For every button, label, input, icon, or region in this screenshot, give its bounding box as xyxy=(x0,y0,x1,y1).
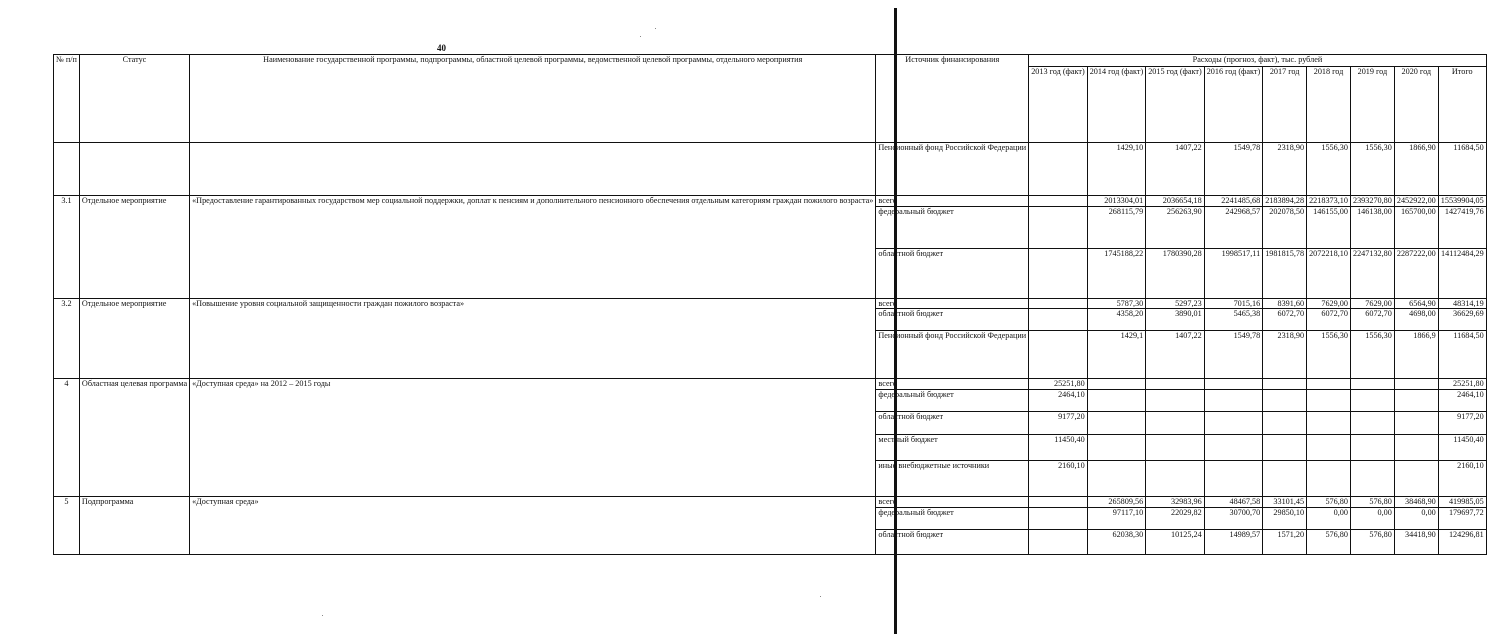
cell-value xyxy=(1350,412,1394,435)
cell-value xyxy=(1263,390,1307,412)
cell-value: 2183894,28 xyxy=(1263,196,1307,207)
header-year: 2020 год xyxy=(1394,67,1438,143)
cell-value: 1429,10 xyxy=(1087,143,1146,196)
cell-value xyxy=(1394,435,1438,461)
cell-value: 2318,90 xyxy=(1263,143,1307,196)
cell-value xyxy=(1263,412,1307,435)
cell-value: 1571,20 xyxy=(1263,530,1307,555)
cell-value: 576,80 xyxy=(1307,497,1351,508)
cell-value: 1549,78 xyxy=(1204,331,1263,379)
cell-value xyxy=(1263,379,1307,390)
cell-value: 1556,30 xyxy=(1307,331,1351,379)
header-year: 2014 год (факт) xyxy=(1087,67,1146,143)
cell-total: 11684,50 xyxy=(1438,331,1486,379)
cell-source: федеральный бюджет xyxy=(876,207,1029,249)
cell-value: 97117,10 xyxy=(1087,508,1146,530)
cell-value: 576,80 xyxy=(1350,530,1394,555)
cell-source: федеральный бюджет xyxy=(876,508,1029,530)
cell-value xyxy=(1029,299,1088,309)
cell-value: 1556,30 xyxy=(1350,331,1394,379)
cell-value: 265809,56 xyxy=(1087,497,1146,508)
cell-value xyxy=(1087,379,1146,390)
scan-speck xyxy=(322,615,323,616)
cell-value xyxy=(1146,435,1205,461)
header-year: 2018 год xyxy=(1307,67,1351,143)
cell-value: 32983,96 xyxy=(1146,497,1205,508)
cell-value xyxy=(1204,390,1263,412)
cell-value: 2287222,00 xyxy=(1394,249,1438,299)
cell-name: «Доступная среда» на 2012 – 2015 годы xyxy=(190,379,876,497)
cell-value: 576,80 xyxy=(1307,530,1351,555)
header-number: № п/п xyxy=(54,55,80,143)
cell-name: «Повышение уровня социальной защищенности граждан пожилого возраста» xyxy=(190,299,876,379)
cell-value: 0,00 xyxy=(1350,508,1394,530)
page-number: 40 xyxy=(437,43,446,53)
cell-total: 11450,40 xyxy=(1438,435,1486,461)
cell-number: 3.2 xyxy=(54,299,80,379)
cell-value xyxy=(1307,379,1351,390)
cell-total: 25251,80 xyxy=(1438,379,1486,390)
header-expenses: Расходы (прогноз, факт), тыс. рублей xyxy=(1029,55,1487,67)
cell-value: 1780390,28 xyxy=(1146,249,1205,299)
cell-value: 2013304,01 xyxy=(1087,196,1146,207)
cell-value xyxy=(1029,497,1088,508)
cell-value: 3890,01 xyxy=(1146,309,1205,331)
cell-value: 2036654,18 xyxy=(1146,196,1205,207)
cell-value xyxy=(1029,207,1088,249)
cell-value: 2464,10 xyxy=(1029,390,1088,412)
cell-value: 1549,78 xyxy=(1204,143,1263,196)
cell-status: Отдельное мероприятие xyxy=(79,299,189,379)
cell-value: 1866,90 xyxy=(1394,143,1438,196)
cell-total: 179697,72 xyxy=(1438,508,1486,530)
cell-value: 10125,24 xyxy=(1146,530,1205,555)
cell-value xyxy=(1087,390,1146,412)
cell-value: 30700,70 xyxy=(1204,508,1263,530)
cell-status: Подпрограмма xyxy=(79,497,189,555)
cell-value: 0,00 xyxy=(1394,508,1438,530)
cell-value: 0,00 xyxy=(1307,508,1351,530)
cell-value: 242968,57 xyxy=(1204,207,1263,249)
cell-value xyxy=(1263,461,1307,497)
cell-value xyxy=(1394,379,1438,390)
cell-total: 124296,81 xyxy=(1438,530,1486,555)
cell-source: местный бюджет xyxy=(876,435,1029,461)
cell-value: 202078,50 xyxy=(1263,207,1307,249)
cell-value: 14989,57 xyxy=(1204,530,1263,555)
cell-value: 34418,90 xyxy=(1394,530,1438,555)
cell-value: 146138,00 xyxy=(1350,207,1394,249)
cell-value: 576,80 xyxy=(1350,497,1394,508)
cell-value: 165700,00 xyxy=(1394,207,1438,249)
cell-value: 7015,16 xyxy=(1204,299,1263,309)
cell-value: 6564,90 xyxy=(1394,299,1438,309)
cell-value: 1745188,22 xyxy=(1087,249,1146,299)
header-year: 2013 год (факт) xyxy=(1029,67,1088,143)
cell-status xyxy=(79,143,189,196)
cell-value xyxy=(1204,435,1263,461)
cell-value: 1981815,78 xyxy=(1263,249,1307,299)
cell-value: 25251,80 xyxy=(1029,379,1088,390)
cell-value: 5787,30 xyxy=(1087,299,1146,309)
cell-status: Отдельное мероприятие xyxy=(79,196,189,299)
cell-value xyxy=(1204,412,1263,435)
cell-value xyxy=(1204,379,1263,390)
cell-value xyxy=(1146,412,1205,435)
cell-value: 22029,82 xyxy=(1146,508,1205,530)
cell-value: 5465,38 xyxy=(1204,309,1263,331)
cell-value xyxy=(1029,508,1088,530)
cell-value: 7629,00 xyxy=(1307,299,1351,309)
header-source: Источник финансирования xyxy=(876,55,1029,143)
cell-value: 268115,79 xyxy=(1087,207,1146,249)
cell-value xyxy=(1307,390,1351,412)
header-year: 2017 год xyxy=(1263,67,1307,143)
cell-value xyxy=(1146,379,1205,390)
cell-value: 29850,10 xyxy=(1263,508,1307,530)
cell-value: 1429,1 xyxy=(1087,331,1146,379)
cell-total: 15539904,05 xyxy=(1438,196,1486,207)
cell-total: 419985,05 xyxy=(1438,497,1486,508)
cell-value xyxy=(1394,461,1438,497)
cell-source: областной бюджет xyxy=(876,249,1029,299)
cell-value: 1556,30 xyxy=(1307,143,1351,196)
cell-value xyxy=(1394,390,1438,412)
cell-number: 3.1 xyxy=(54,196,80,299)
cell-value xyxy=(1146,461,1205,497)
cell-value xyxy=(1350,379,1394,390)
table-row xyxy=(54,379,1487,390)
cell-value: 2247132,80 xyxy=(1350,249,1394,299)
header-year: 2015 год (факт) xyxy=(1146,67,1205,143)
cell-total: 1427419,76 xyxy=(1438,207,1486,249)
cell-value xyxy=(1307,412,1351,435)
header-year: 2019 год xyxy=(1350,67,1394,143)
cell-value xyxy=(1394,412,1438,435)
header-status: Статус xyxy=(79,55,189,143)
table-row xyxy=(54,299,1487,309)
cell-value xyxy=(1350,461,1394,497)
header-total: Итого xyxy=(1438,67,1486,143)
cell-value xyxy=(1087,461,1146,497)
cell-value xyxy=(1087,435,1146,461)
cell-name: «Доступная среда» xyxy=(190,497,876,555)
cell-value xyxy=(1029,196,1088,207)
cell-source: Пенсионный фонд Российской Федерации xyxy=(876,331,1029,379)
cell-source: областной бюджет xyxy=(876,309,1029,331)
cell-value xyxy=(1029,249,1088,299)
cell-value xyxy=(1146,390,1205,412)
cell-total: 9177,20 xyxy=(1438,412,1486,435)
cell-number: 4 xyxy=(54,379,80,497)
scan-speck xyxy=(655,28,656,29)
cell-total: 2464,10 xyxy=(1438,390,1486,412)
cell-value: 11450,40 xyxy=(1029,435,1088,461)
cell-source: иные внебюджетные источники xyxy=(876,461,1029,497)
cell-value xyxy=(1029,309,1088,331)
cell-value xyxy=(1029,143,1088,196)
table-row xyxy=(54,497,1487,508)
cell-value: 2393270,80 xyxy=(1350,196,1394,207)
cell-value: 8391,60 xyxy=(1263,299,1307,309)
cell-value: 7629,00 xyxy=(1350,299,1394,309)
cell-total: 11684,50 xyxy=(1438,143,1486,196)
cell-value: 146155,00 xyxy=(1307,207,1351,249)
cell-value xyxy=(1029,530,1088,555)
table-row xyxy=(54,196,1487,207)
cell-value: 5297,23 xyxy=(1146,299,1205,309)
header-year: 2016 год (факт) xyxy=(1204,67,1263,143)
cell-total: 14112484,29 xyxy=(1438,249,1486,299)
cell-source: областной бюджет xyxy=(876,412,1029,435)
scan-speck xyxy=(820,596,821,597)
cell-value: 48467,58 xyxy=(1204,497,1263,508)
cell-value: 4358,20 xyxy=(1087,309,1146,331)
cell-total: 48314,19 xyxy=(1438,299,1486,309)
cell-value: 1556,30 xyxy=(1350,143,1394,196)
cell-value: 38468,90 xyxy=(1394,497,1438,508)
cell-source: всего xyxy=(876,196,1029,207)
cell-name: «Предоставление гарантированных государством мер социальной поддержки, доплат к пенсиям и дополнительного пенсионного обеспечения отдельным категориям граждан пожилого возраста» xyxy=(190,196,876,299)
cell-value: 1866,9 xyxy=(1394,331,1438,379)
cell-value: 6072,70 xyxy=(1350,309,1394,331)
cell-value: 62038,30 xyxy=(1087,530,1146,555)
cell-value xyxy=(1029,331,1088,379)
cell-value xyxy=(1350,435,1394,461)
budget-table xyxy=(53,54,1487,555)
cell-source: всего xyxy=(876,497,1029,508)
cell-total: 2160,10 xyxy=(1438,461,1486,497)
cell-value: 2241485,68 xyxy=(1204,196,1263,207)
cell-value: 1407,22 xyxy=(1146,331,1205,379)
cell-value xyxy=(1350,390,1394,412)
cell-value: 2452922,00 xyxy=(1394,196,1438,207)
cell-number xyxy=(54,143,80,196)
cell-value xyxy=(1307,461,1351,497)
cell-source: областной бюджет xyxy=(876,530,1029,555)
cell-source: всего xyxy=(876,299,1029,309)
cell-name xyxy=(190,143,876,196)
cell-total: 36629,69 xyxy=(1438,309,1486,331)
scan-speck xyxy=(640,36,641,37)
cell-value xyxy=(1307,435,1351,461)
cell-source: федеральный бюджет xyxy=(876,390,1029,412)
cell-value xyxy=(1263,435,1307,461)
cell-source: всего xyxy=(876,379,1029,390)
cell-value: 2160,10 xyxy=(1029,461,1088,497)
header-name: Наименование государственной программы, подпрограммы, областной целевой программы, ведомственной целевой программы, отдельного мероприятия xyxy=(190,55,876,143)
cell-value: 9177,20 xyxy=(1029,412,1088,435)
cell-value: 2218373,10 xyxy=(1307,196,1351,207)
cell-value: 2072218,10 xyxy=(1307,249,1351,299)
cell-value: 6072,70 xyxy=(1263,309,1307,331)
cell-status: Областная целевая программа xyxy=(79,379,189,497)
cell-value: 256263,90 xyxy=(1146,207,1205,249)
cell-value: 6072,70 xyxy=(1307,309,1351,331)
cell-value xyxy=(1087,412,1146,435)
cell-value: 1998517,11 xyxy=(1204,249,1263,299)
cell-source: Пенсионный фонд Российской Федерации xyxy=(876,143,1029,196)
cell-value: 2318,90 xyxy=(1263,331,1307,379)
table-row xyxy=(54,143,1487,196)
cell-value: 1407,22 xyxy=(1146,143,1205,196)
cell-number: 5 xyxy=(54,497,80,555)
cell-value: 33101,45 xyxy=(1263,497,1307,508)
cell-value xyxy=(1204,461,1263,497)
cell-value: 4698,00 xyxy=(1394,309,1438,331)
